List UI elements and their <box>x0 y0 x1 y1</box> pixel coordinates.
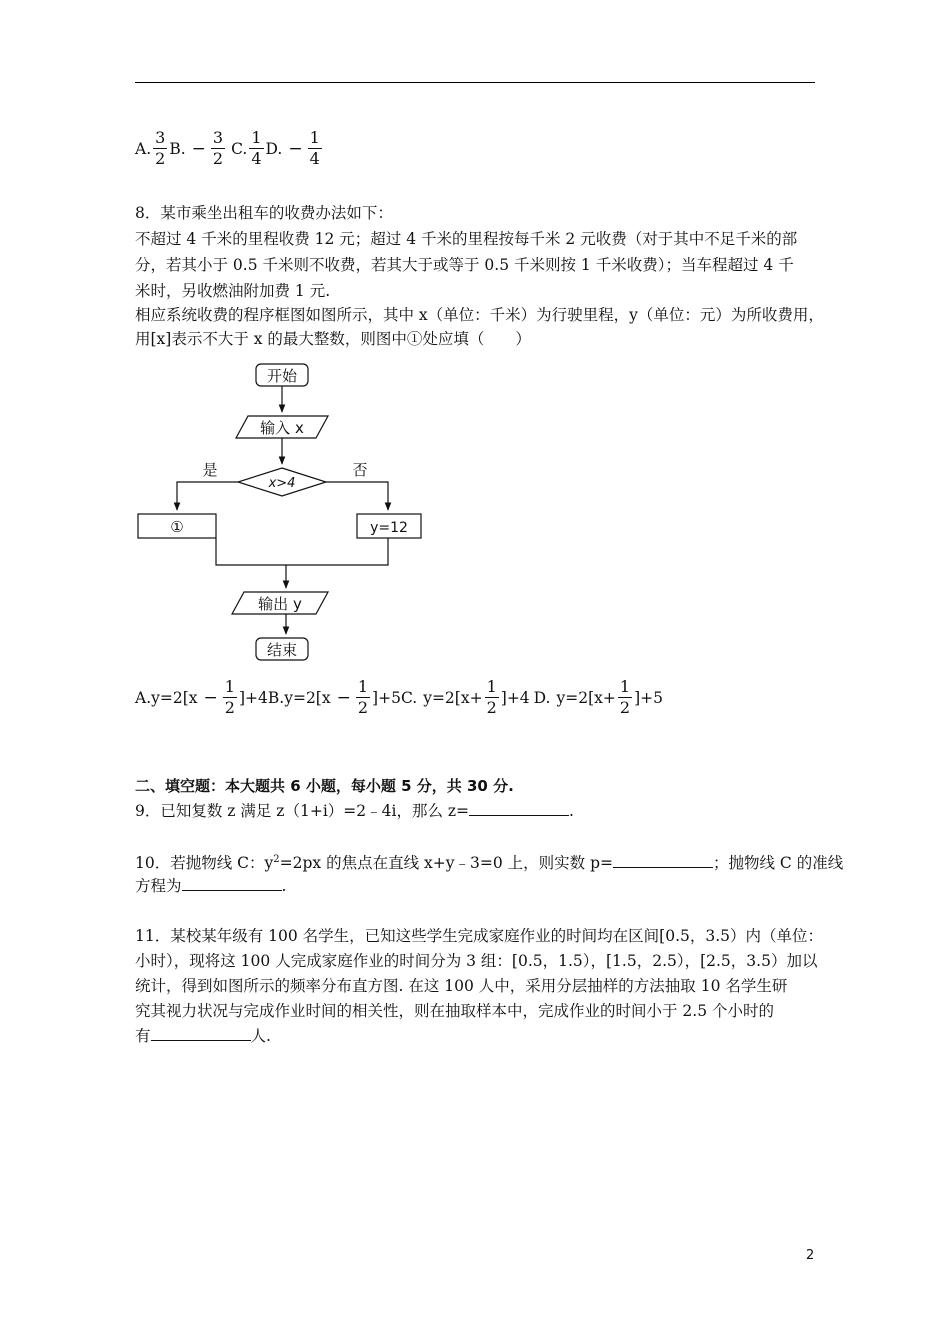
flow-output-label: 输出 y <box>258 595 302 613</box>
flow-arrow-no <box>326 482 388 510</box>
q8-options <box>135 679 663 716</box>
q8-option-a-pre: y=2[x <box>151 688 198 707</box>
q8-option-d-pre: y=2[x+ <box>556 688 616 707</box>
header-rule <box>135 82 815 83</box>
q7-option-d-label: D. <box>265 139 283 158</box>
q8-option-b-fraction: $\frac{1}{2}$ <box>357 677 369 717</box>
q8-option-c-post: ]+4 <box>500 688 530 707</box>
q11-line-1: 11．某校某年级有 100 名学生，已知这些学生完成家庭作业的时间均在区间[0.5，3.5）内（单位： <box>135 927 824 945</box>
flow-yes-label: 是 <box>202 461 218 479</box>
q8-option-a-label: A. <box>135 688 152 707</box>
q11-line-3: 统计，得到如图所示的频率分布直方图. 在这 100 人中，采用分层抽样的方法抽取 10 名学生研 <box>135 977 788 995</box>
q8-line-1: 8．某市乘坐出租车的收费办法如下： <box>135 204 393 222</box>
q7-option-c-label: C. <box>231 139 248 158</box>
q11-line-5 <box>135 1026 271 1046</box>
q8-line-2: 不超过 4 千米的里程收费 12 元；超过 4 千米的里程按每千米 2 元收费（对于其中不足千米的部 <box>135 230 798 248</box>
q11-line5-pre: 有 <box>135 1027 151 1045</box>
flow-start-label: 开始 <box>266 367 298 385</box>
flow-box-1-label: ① <box>170 518 184 536</box>
q8-option-c-label: C. <box>400 688 418 707</box>
q10-p-blank[interactable] <box>613 853 713 868</box>
q7-option-c-fraction: $\frac{1}{4}$ <box>251 128 262 168</box>
q7-options <box>135 130 324 167</box>
q8-line-4: 米时，另收燃油附加费 1 元. <box>135 282 331 300</box>
minus-sign: − <box>288 138 303 159</box>
q7-option-a-label: A. <box>135 139 152 158</box>
page-number: 2 <box>806 1248 815 1263</box>
q10-sup: 2 <box>273 854 280 865</box>
flow-end-label: 结束 <box>266 641 298 659</box>
flow-arrow-yes <box>177 482 238 510</box>
q10-pre: 10．若抛物线 C：y <box>135 854 274 873</box>
minus-sign: − <box>336 687 351 708</box>
q8-option-d-post: ]+5 <box>634 688 663 707</box>
q10-mid: =2px 的焦点在直线 x+y﹣3=0 上，则实数 p= <box>279 854 613 873</box>
q11-line-2: 小时），现将这 100 人完成家庭作业的时间分为 3 组：[0.5，1.5），[1.5，2.5），[2.5，3.5）加以 <box>135 952 818 970</box>
q8-option-c-fraction: $\frac{1}{2}$ <box>486 677 497 717</box>
q11-line5-end: 人. <box>250 1027 271 1045</box>
flowchart <box>130 358 440 668</box>
flow-merge-line <box>216 538 388 565</box>
q7-option-b-label: B. <box>169 139 186 158</box>
q8-option-c-pre: y=2[x+ <box>423 688 483 707</box>
q8-option-b-pre: y=2[x <box>284 688 331 707</box>
q7-option-b-fraction: $\frac{3}{2}$ <box>212 128 224 168</box>
flow-condition-label: x>4 <box>268 476 296 491</box>
q10-end: . <box>281 877 287 895</box>
q9 <box>135 801 574 821</box>
q8-option-d-fraction: $\frac{1}{2}$ <box>619 677 631 717</box>
section-2-heading: 二、填空题：本大题共 6 小题，每小题 5 分，共 30 分. <box>135 777 514 795</box>
q10-mid2: ；抛物线 C 的准线 <box>712 854 844 873</box>
q10-line-2 <box>135 876 286 896</box>
q8-option-a-post: ]+4 <box>238 688 268 707</box>
q9-end: . <box>569 802 574 820</box>
minus-sign: − <box>191 138 206 159</box>
flow-box-2-label: y=12 <box>370 520 408 536</box>
q10-line2-pre: 方程为 <box>135 877 182 895</box>
q10-directrix-blank[interactable] <box>182 876 282 891</box>
minus-sign: − <box>203 687 218 708</box>
q8-option-d-label: D. <box>533 688 551 707</box>
q8-option-b-label: B. <box>267 688 285 707</box>
q8-line-5: 相应系统收费的程序框图如图所示，其中 x（单位：千米）为行驶里程，y（单位：元）为所收费用， <box>135 306 824 324</box>
flow-no-label: 否 <box>352 461 368 479</box>
q8-option-a-fraction: $\frac{1}{2}$ <box>224 677 235 717</box>
q11-answer-blank[interactable] <box>151 1026 251 1041</box>
q9-text: 9．已知复数 z 满足 z（1+i）=2﹣4i，那么 z= <box>135 802 470 820</box>
q9-answer-blank[interactable] <box>469 801 569 816</box>
q8-option-b-post: ]+5 <box>372 688 401 707</box>
q7-option-a-fraction: $\frac{3}{2}$ <box>155 128 166 168</box>
q10-line-1 <box>135 850 843 873</box>
q11-line-4: 究其视力状况与完成作业时间的相关性，则在抽取样本中，完成作业的时间小于 2.5 个小时的 <box>135 1002 775 1020</box>
q8-line-3: 分，若其小于 0.5 千米则不收费，若其大于或等于 0.5 千米则按 1 千米收费）；当车程超过 4 千 <box>135 256 794 274</box>
flow-input-label: 输入 x <box>260 419 304 437</box>
q8-line-6: 用[x]表示不大于 x 的最大整数，则图中①处应填（ ） <box>135 330 531 348</box>
q7-option-d-fraction: $\frac{1}{4}$ <box>309 128 320 168</box>
